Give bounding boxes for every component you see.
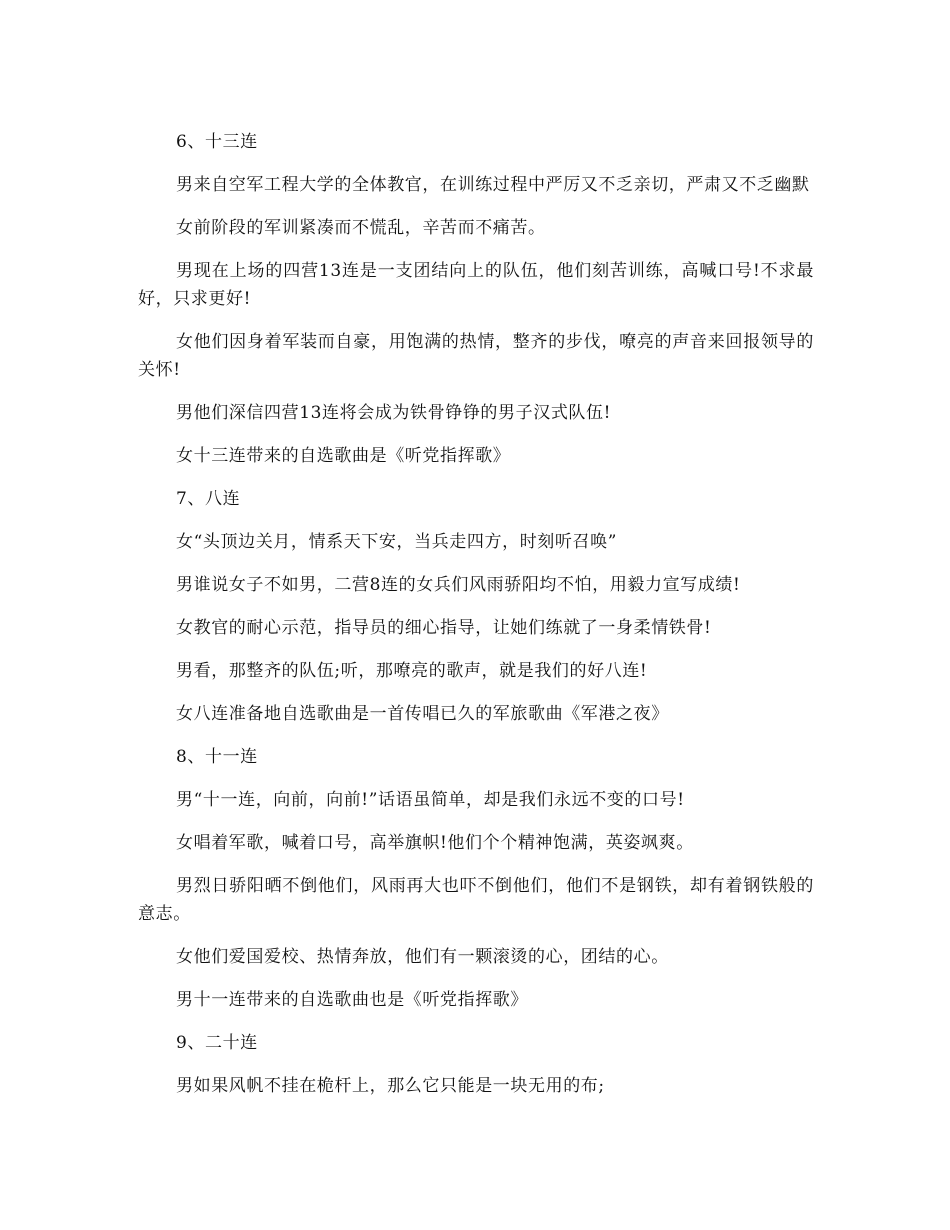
- paragraph: 男现在上场的四营13连是一支团结向上的队伍，他们刻苦训练，高喊口号!不求最好，只求更好!: [138, 261, 814, 309]
- section-heading: 9、二十连: [176, 1033, 258, 1053]
- paragraph: 男看，那整齐的队伍;听，那嘹亮的歌声，就是我们的好八连!: [176, 661, 648, 681]
- paragraph: 女他们因身着军装而自豪，用饱满的热情，整齐的步伐，嘹亮的声音来回报领导的关怀!: [138, 332, 814, 380]
- paragraph: 女教官的耐心示范，指导员的细心指导，让她们练就了一身柔情铁骨!: [176, 618, 712, 638]
- paragraph: 女十三连带来的自选歌曲是《听党指挥歌》: [176, 446, 511, 466]
- paragraph: 女“头顶边关月，情系天下安，当兵走四方，时刻听召唤”: [176, 532, 617, 552]
- paragraph: 女唱着军歌，喊着口号，高举旗帜!他们个个精神饱满，英姿飒爽。: [176, 833, 694, 853]
- paragraph: 男来自空军工程大学的全体教官，在训练过程中严厉又不乏亲切，严肃又不乏幽默: [176, 175, 810, 195]
- paragraph: 男他们深信四营13连将会成为铁骨铮铮的男子汉式队伍!: [176, 403, 612, 423]
- paragraph: 女八连准备地自选歌曲是一首传唱已久的军旅歌曲《军港之夜》: [176, 704, 669, 724]
- paragraph: 女他们爱国爱校、热情奔放，他们有一颗滚烫的心，团结的心。: [176, 947, 669, 967]
- paragraph: 女前阶段的军训紧凑而不慌乱，辛苦而不痛苦。: [176, 218, 546, 238]
- paragraph: 男烈日骄阳晒不倒他们，风雨再大也吓不倒他们，他们不是钢铁，却有着钢铁般的意志。: [138, 876, 814, 924]
- section-heading: 7、八连: [176, 489, 241, 509]
- paragraph: 男谁说女子不如男，二营8连的女兵们风雨骄阳均不怕，用毅力宣写成绩!: [176, 575, 741, 595]
- paragraph: 男“十一连，向前，向前!”话语虽简单，却是我们永远不变的口号!: [176, 790, 685, 810]
- document-body: [138, 128, 814, 1115]
- paragraph: 男如果风帆不挂在桅杆上，那么它只能是一块无用的布;: [176, 1076, 605, 1096]
- section-heading: 6、十三连: [176, 132, 258, 152]
- section-heading: 8、十一连: [176, 747, 258, 767]
- paragraph: 男十一连带来的自选歌曲也是《听党指挥歌》: [176, 990, 528, 1010]
